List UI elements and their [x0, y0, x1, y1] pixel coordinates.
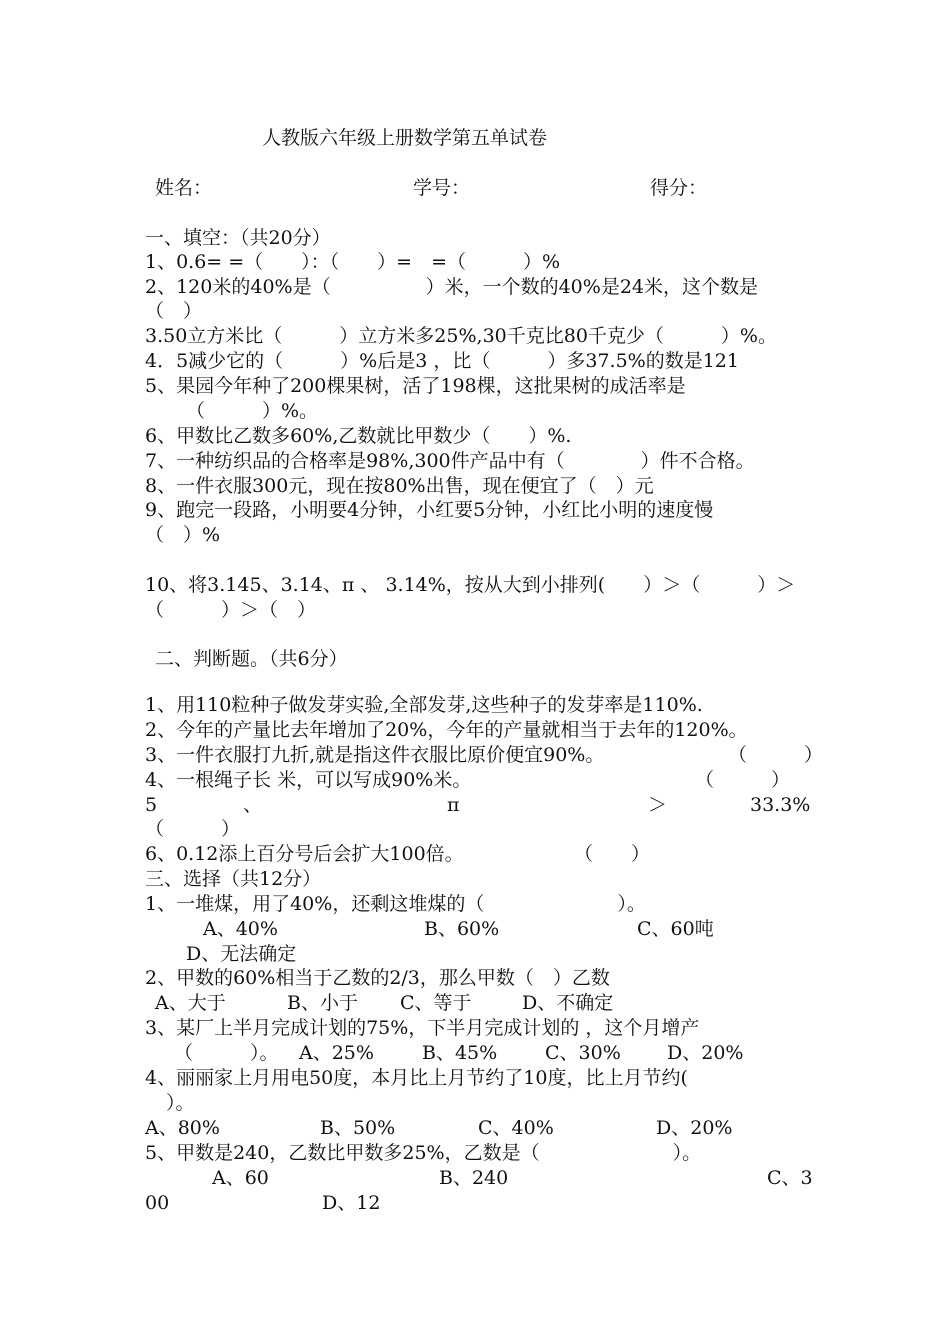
section1-q1: 1、0.6= =（ ）：（ ）= =（ ）% [145, 251, 561, 273]
section3-q1: 1、一堆煤，用了40%，还剩这堆煤的（ ）。 [145, 893, 646, 915]
section3-q2-option-b: B、小于 [287, 992, 358, 1014]
section2-q5-answer: （ ） [145, 818, 241, 840]
section1-q2: 2、120米的40%是（ ）米，一个数的40%是24米，这个数是 [145, 276, 758, 298]
section2-q5-pi: π [447, 794, 460, 816]
section1-q5: 5、果园今年种了200棵果树，活了198棵，这批果树的成活率是 [145, 375, 686, 397]
section3-q2-option-d: D、不确定 [522, 992, 614, 1014]
section2-q5-comma: 、 [243, 794, 263, 816]
section2-q2: 2、今年的产量比去年增加了20%，今年的产量就相当于去年的120%。 [145, 719, 748, 741]
section3-heading: 三、选择（共12分） [145, 868, 322, 890]
section3-q4-option-c: C、40% [478, 1117, 554, 1139]
section3-q5-option-c-continued: 00 [145, 1192, 170, 1214]
section2-heading: 二、判断题。（共6分） [155, 648, 348, 670]
section1-q2-blank: （ ） [145, 300, 203, 322]
section2-q5-greater-than: ＞ [648, 794, 668, 816]
section3-q3-option-a: A、25% [299, 1042, 374, 1064]
page-title: 人教版六年级上册数学第五单试卷 [262, 127, 548, 149]
section3-q3-option-b: B、45% [422, 1042, 498, 1064]
section3-q4-option-d: D、20% [656, 1117, 733, 1139]
section3-q3-blank: （ ）。 [174, 1042, 279, 1064]
section2-q5-value: 33.3% [750, 794, 811, 816]
section3-q1-option-a: A、40% [203, 918, 278, 940]
section3-q1-option-b: B、60% [424, 918, 500, 940]
section2-q1: 1、用110粒种子做发芽实验,全部发芽,这些种子的发芽率是110%. [145, 694, 703, 716]
section3-q5-option-a: A、60 [212, 1167, 269, 1189]
section3-q4-option-a: A、80% [145, 1117, 220, 1139]
section2-q6-answer: （ ） [574, 843, 651, 865]
section3-q3-option-c: C、30% [545, 1042, 621, 1064]
section1-heading: 一、填空：（共20分） [145, 227, 331, 249]
section1-q10-blanks: （ ）＞（ ） [145, 599, 317, 621]
section1-q9-blank: （ ）% [145, 524, 221, 546]
section3-q4-blank-end: ）。 [166, 1092, 195, 1114]
section1-q8: 8、一件衣服300元，现在按80%出售，现在便宜了（ ）元 [145, 475, 654, 497]
section3-q1-option-c: C、60吨 [637, 918, 714, 940]
section1-q5-blank: （ ）%。 [186, 400, 319, 422]
section1-q4: 4．5减少它的（ ）%后是3 ，比（ ）多37.5%的数是121 [145, 350, 739, 372]
name-label: 姓名： [155, 177, 213, 199]
section1-q3: 3.50立方米比（ ）立方米多25%,30千克比80千克少（ ）%。 [145, 325, 777, 347]
section3-q5-option-d: D、12 [322, 1192, 381, 1214]
section2-q5-number: 5 [145, 794, 158, 816]
section3-q1-option-d: D、无法确定 [186, 943, 297, 965]
section3-q4-option-b: B、50% [320, 1117, 396, 1139]
section1-q7: 7、一种纺织品的合格率是98%,300件产品中有（ ）件不合格。 [145, 450, 755, 472]
section2-q3: 3、一件衣服打九折,就是指这件衣服比原价便宜90%。 [145, 744, 605, 766]
student-number-label: 学号： [413, 177, 471, 199]
section3-q2-option-a: A、大于 [155, 992, 226, 1014]
section3-q5-option-b: B、240 [439, 1167, 509, 1189]
section1-q6: 6、甲数比乙数多60%,乙数就比甲数少（ ）%. [145, 425, 572, 447]
section2-q4-answer: （ ） [695, 769, 791, 791]
section1-q9: 9、跑完一段路，小明要4分钟，小红要5分钟，小红比小明的速度慢 [145, 499, 714, 521]
section3-q3-option-d: D、20% [667, 1042, 744, 1064]
section2-q6: 6、0.12添上百分号后会扩大100倍。 [145, 843, 464, 865]
section3-q3: 3、某厂上半月完成计划的75%，下半月完成计划的 ，这个月增产 [145, 1017, 700, 1039]
section1-q10: 10、将3.145、3.14、π 、 3.14%，按从大到小排列( ）＞（ ）＞ [145, 574, 796, 596]
score-label: 得分： [650, 177, 708, 199]
section3-q5: 5、甲数是240，乙数比甲数多25%，乙数是（ ）。 [145, 1142, 702, 1164]
section2-q4: 4、一根绳子长 米，可以写成90%米。 [145, 769, 472, 791]
section3-q4: 4、丽丽家上月用电50度，本月比上月节约了10度，比上月节约( [145, 1067, 688, 1089]
section2-q3-answer: （ ） [728, 744, 824, 766]
section3-q2-option-c: C、等于 [400, 992, 472, 1014]
section3-q5-option-c: C、3 [767, 1167, 813, 1189]
section3-q2: 2、甲数的60%相当于乙数的2/3，那么甲数（ ）乙数 [145, 967, 610, 989]
